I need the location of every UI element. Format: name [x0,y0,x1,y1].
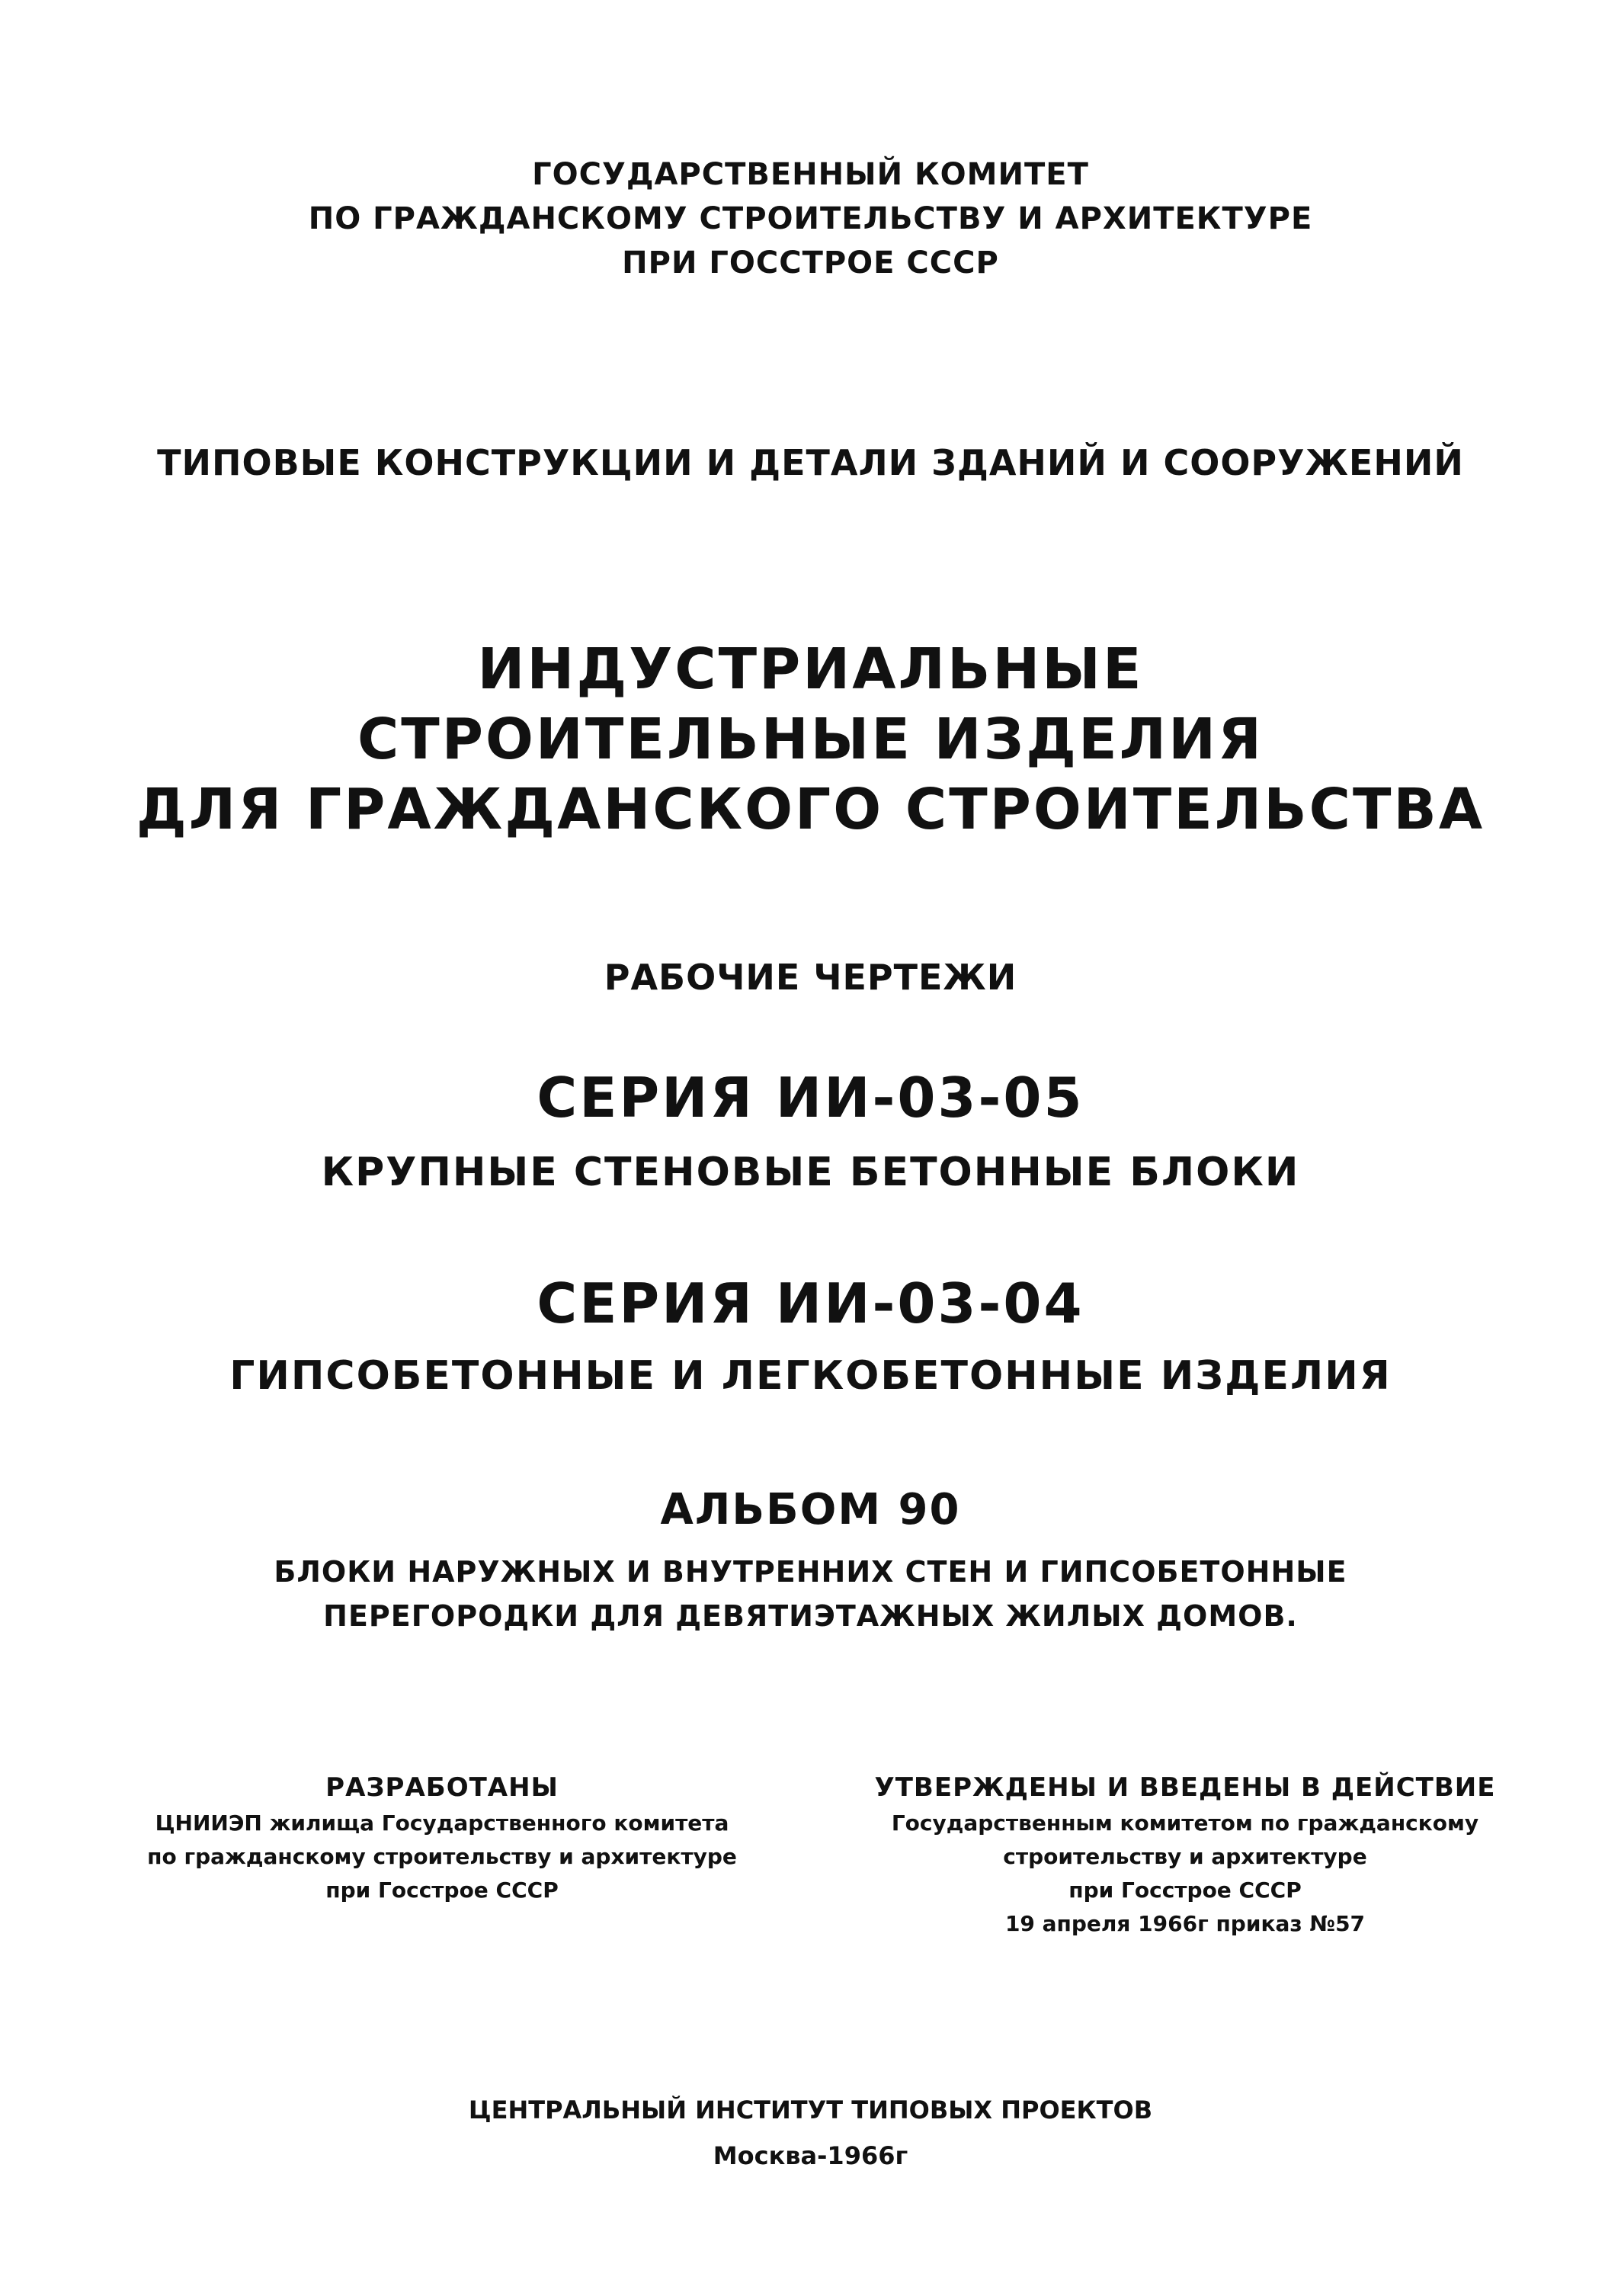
main-title-line: ДЛЯ ГРАЖДАНСКОГО СТРОИТЕЛЬСТВА [136,777,1485,842]
series-description: ГИПСОБЕТОННЫЕ И ЛЕГКОБЕТОННЫЕ ИЗДЕЛИЯ [229,1353,1392,1399]
approved-by-block [823,1768,1547,1941]
category-heading: ТИПОВЫЕ КОНСТРУКЦИИ И ДЕТАЛИ ЗДАНИЙ И СООРУЖЕНИЙ [157,442,1464,483]
agency-line: ПО ГРАЖДАНСКОМУ СТРОИТЕЛЬСТВУ И АРХИТЕКТУРЕ [308,201,1313,236]
approved-line: при Госстрое СССР [1068,1878,1302,1903]
developed-line: при Госстрое СССР [325,1878,559,1903]
developed-body [91,1807,793,1907]
series-title: СЕРИЯ ИИ-03-05 [537,1066,1084,1130]
approved-line: Государственным комитетом по гражданскому [891,1810,1479,1836]
main-title-line: ИНДУСТРИАЛЬНЫЕ [477,637,1144,702]
main-title [0,634,1621,845]
publication-place-year: Москва-1966г [713,2141,908,2170]
agency-line: ПРИ ГОССТРОЕ СССР [622,245,999,281]
publisher-name: ЦЕНТРАЛЬНЫЙ ИНСТИТУТ ТИПОВЫХ ПРОЕКТОВ [468,2096,1153,2124]
series-description: КРУПНЫЕ СТЕНОВЫЕ БЕТОННЫЕ БЛОКИ [321,1150,1300,1195]
developed-heading: РАЗРАБОТАНЫ [325,1772,559,1803]
album-title: АЛЬБОМ 90 [660,1485,961,1534]
publisher-footer [0,2087,1621,2179]
album-description [0,1550,1621,1638]
approved-line: 19 апреля 1966г приказ №57 [1004,1911,1366,1936]
issuing-agency [0,152,1621,285]
approved-heading: УТВЕРЖДЕНЫ И ВВЕДЕНЫ В ДЕЙСТВИЕ [874,1772,1496,1803]
developed-line: по гражданскому строительству и архитектуре [147,1844,737,1869]
approved-line: строительству и архитектуре [1003,1844,1367,1869]
developed-by-block [91,1768,793,1907]
series-title: СЕРИЯ ИИ-03-04 [537,1271,1084,1336]
document-subtitle: РАБОЧИЕ ЧЕРТЕЖИ [604,957,1017,998]
agency-line: ГОСУДАРСТВЕННЫЙ КОМИТЕТ [532,157,1089,192]
approved-body [823,1807,1547,1941]
album-description-line: ПЕРЕГОРОДКИ ДЛЯ ДЕВЯТИЭТАЖНЫХ ЖИЛЫХ ДОМОВ. [323,1599,1298,1633]
developed-line: ЦНИИЭП жилища Государственного комитета [155,1810,729,1836]
album-description-line: БЛОКИ НАРУЖНЫХ И ВНУТРЕННИХ СТЕН И ГИПСОБЕТОННЫЕ [274,1555,1347,1589]
main-title-line: СТРОИТЕЛЬНЫЕ ИЗДЕЛИЯ [357,707,1264,772]
